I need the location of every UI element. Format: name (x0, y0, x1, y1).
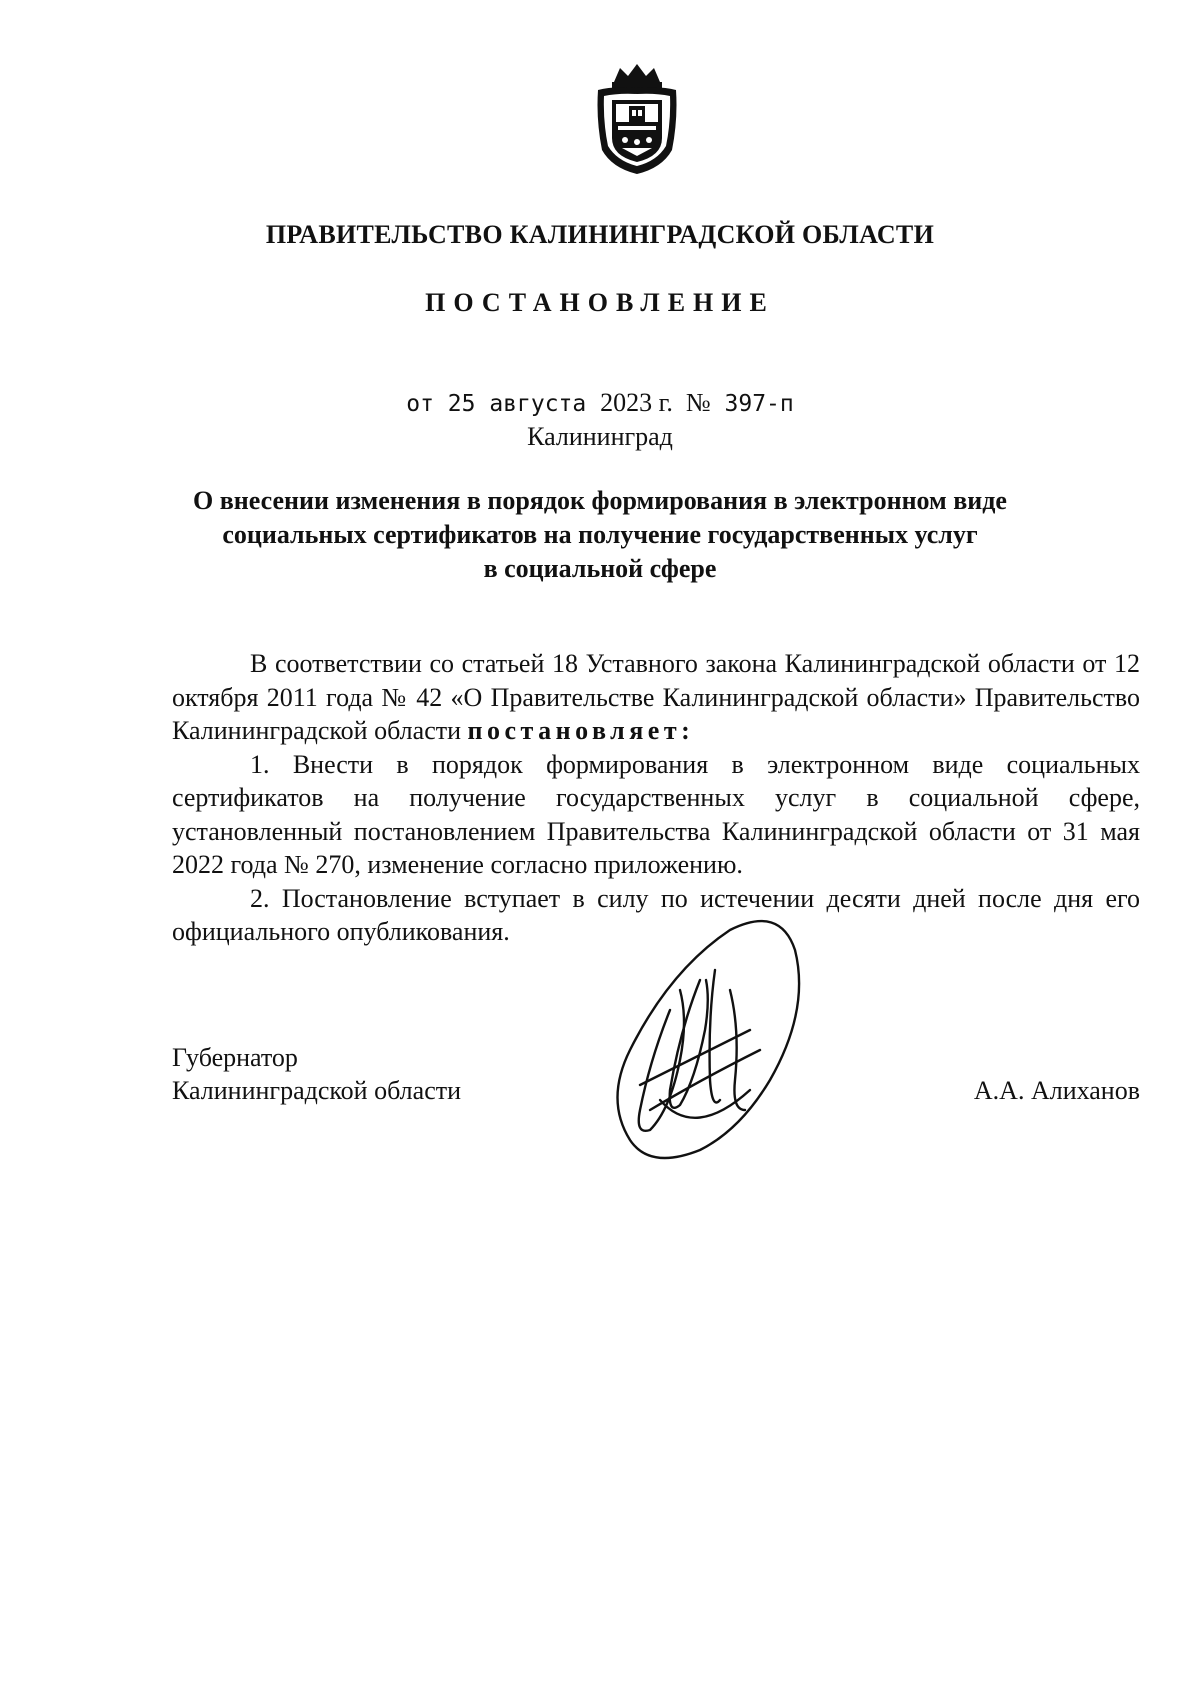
document-year: 2023 г. (600, 388, 673, 417)
signature-image (610, 910, 820, 1160)
item-2-paragraph: 2. Постановление вступает в силу по истечении десяти дней после дня его официального опубликования. (172, 883, 1140, 946)
document-city: Калининград (527, 422, 673, 451)
position-line-2: Калининградской области (172, 1076, 462, 1105)
organization-name: ПРАВИТЕЛЬСТВО КАЛИНИНГРАДСКОЙ ОБЛАСТИ (265, 220, 935, 249)
number-sign: № (685, 388, 711, 417)
title-line: в социальной сфере (483, 554, 717, 583)
document-type: ПОСТАНОВЛЕНИЕ (425, 288, 775, 317)
title-line: О внесении изменения в порядок формирования в электронном виде (193, 486, 1007, 515)
signer-position (172, 1041, 461, 1107)
document-number: 397-п (710, 391, 794, 417)
date-prefix: от 25 августа (406, 391, 601, 417)
preamble-paragraph (172, 647, 1140, 748)
item-1-paragraph: 1. Внести в порядок формирования в электронном виде социальных сертификатов на получение государственных услуг в социальной сфере, установленный постановлением Правительства Калининградской области от 31 мая 2022 года № 270, изменение согласно приложению. (172, 749, 1140, 879)
decree-word: постановляет: (467, 716, 695, 745)
document-date-number (0, 388, 1200, 418)
document-body (172, 647, 1140, 949)
document-title (180, 484, 1020, 586)
signer-name: А.А. Алиханов (973, 1076, 1140, 1105)
title-line: социальных сертификатов на получение государственных услуг (222, 520, 978, 549)
preamble-text: В соответствии со статьей 18 Уставного закона Калининградской области от 12 октября 2011 года № 42 «О Правительстве Калининградской области» Правительство Калининградской области (172, 649, 1140, 745)
coat-of-arms-icon (592, 60, 682, 178)
position-line-1: Губернатор (172, 1043, 298, 1072)
